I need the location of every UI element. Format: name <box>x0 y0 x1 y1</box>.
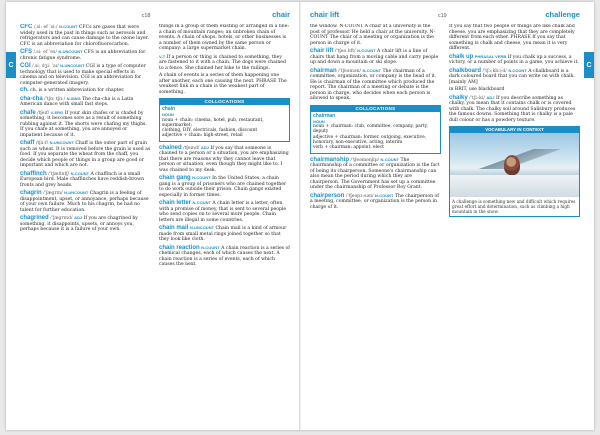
dictionary-entry <box>159 73 290 95</box>
left-page <box>6 2 300 430</box>
right-running-head <box>310 10 580 20</box>
collocation-line: clothing, DIY, electricals, fashion, discount <box>162 128 258 134</box>
letter-tab-right: C <box>584 52 594 78</box>
dictionary-entry <box>20 110 151 139</box>
dictionary-entry <box>20 171 151 189</box>
entry-definition: In the United States, a chain gang is a group of prisoners who are chained together to do work outside their prison. Chain gangs existed especially in former times. <box>159 176 287 198</box>
dictionary-entry <box>449 95 580 124</box>
entry-headword: chaffinch <box>20 170 47 177</box>
dictionary-entry <box>20 63 151 86</box>
entry-headword: cha-cha <box>20 95 43 102</box>
dictionary-entry <box>449 54 580 66</box>
dictionary-entry <box>20 215 151 233</box>
vocab-box-caption: A challenge is something new and difficult which requires great effort and determination, such as climbing a high mountain in the snow. <box>452 199 576 214</box>
entry-part-of-speech: ADJ <box>200 144 209 150</box>
collocations-headword: chain <box>162 106 176 112</box>
entry-definition: CFCs are gases that were widely used in the past in things such as aerosols and refrigerators and can cause damage to the ozone layer. CFC is an abbreviation for chlorofluorocarbon. <box>20 25 149 47</box>
entry-definition: The cha-cha is a Latin American dance with small fast steps. <box>20 96 134 107</box>
entry-headword: ch. <box>20 87 29 93</box>
entry-part-of-speech: N-COUNT <box>201 244 220 250</box>
entry-pronunciation: /ˈtʃeəmən/ <box>338 68 362 74</box>
dictionary-entry <box>449 24 580 52</box>
dictionary-entry <box>159 225 290 243</box>
entry-part-of-speech: N-COUNT <box>70 170 90 176</box>
entry-pronunciation: /tʃeɪf/ <box>37 110 50 116</box>
entry-headword: chair lift <box>310 48 334 54</box>
entry-headword: chalky <box>449 94 468 101</box>
entry-part-of-speech: N-COUNT <box>192 175 211 181</box>
entry-definition: Chaff is the outer part of grain such as wheat. It is removed before the grain is used as food. If you separate the wheat from the chaff, you decide which people or things in a group are good or important and which are not. <box>20 141 151 168</box>
entry-pronunciation: /ˈʃæɡrɪnd/ <box>50 216 73 221</box>
right-page <box>300 2 594 430</box>
entry-pronunciation: /ˈʃæɡrɪn/ <box>43 191 63 196</box>
collocations-box-chain <box>159 98 290 142</box>
entry-pronunciation: /tʃɑːf/ <box>35 141 49 146</box>
entry-pronunciation: /ˈtʃæfɪntʃ/ <box>48 171 70 177</box>
entry-definition: If your skin chafes or is chafed by something, it becomes sore as a result of something rubbing against it. The shorts were chafing my thighs. If you chafe at something, you are annoyed or impatient because of it. <box>20 110 147 138</box>
entry-pronunciation: /ˈtʃɔːki/ <box>469 95 485 101</box>
collocation-line: honorary, non-executive, acting, interim <box>313 139 403 145</box>
entry-definition: the window. N-COUNT A chair at a university is the post of professor. He held a chair at the university. N-COUNT The chair of a meeting or organization is the person in charge of it. <box>310 24 436 46</box>
dictionary-entry <box>449 87 580 93</box>
dictionary-entry <box>20 140 151 169</box>
right-column-2 <box>449 24 580 424</box>
dictionary-entry <box>20 96 151 108</box>
dictionary-entry <box>310 68 441 102</box>
entry-headword: chagrin <box>20 190 42 196</box>
entry-pronunciation: /ˈtʃɑː tʃɑː/ <box>44 96 66 102</box>
entry-definition: things in a group of them existing or arranged in a line: a chain of mountain ranges; an unbroken chain of events. A chain of shops, hotels, or other businesses is a number of them owned by the same person or company: a large supermarket chain. <box>159 24 289 51</box>
entry-pronunciation: /ˌsiː dʒiː ˈaɪ/ <box>32 64 59 69</box>
entry-headword: chagrined <box>20 215 49 221</box>
entry-part-of-speech: N-UNCOUNT <box>58 49 83 54</box>
entry-headword: chain gang <box>159 175 191 182</box>
dictionary-entry <box>159 24 290 52</box>
entry-part-of-speech: N-COUNT <box>357 48 376 53</box>
collocations-headword: chairman <box>313 112 336 119</box>
entry-headword: chalk up <box>449 53 474 60</box>
entry-part-of-speech: N-UNCOUNT <box>60 63 85 68</box>
entry-definition: ch. is a written abbreviation for chapter. <box>30 88 125 93</box>
entry-pronunciation: /tʃeɪnd/ <box>183 145 200 151</box>
dictionary-entry <box>310 193 441 211</box>
entry-pronunciation: /ˈtʃeəpɜːsən/ <box>345 193 374 199</box>
entry-headword: chained <box>159 144 182 151</box>
right-guide-word-left: chair lift <box>310 10 340 19</box>
entry-pronunciation: /ˈtʃeəmənʃɪp/ <box>350 157 380 163</box>
entry-pronunciation: /ˌsiː ef ˈes/ <box>33 50 57 55</box>
dictionary-entry <box>310 24 441 46</box>
entry-definition: If you say that someone is chained to a person or a situation, you are emphasizing that there are reasons why they cannot leave that person or situation, even though they might like to. I was chained to my desk. <box>159 145 289 173</box>
entry-definition: in BRIT, use blackboard <box>449 87 505 92</box>
dictionary-entry <box>310 48 441 66</box>
dictionary-entry <box>449 68 580 86</box>
entry-definition: The chairman of a committee, organization, or company is the head of it. He is chairman of the committee which produced the report. The chairman of a meeting or debate is the person in charge, who decides when each person is allowed to speak. <box>310 68 437 101</box>
entry-definition: The chairmanship of a committee or organization is the fact of being its chairperson. Someone's chairmanship can also mean the period during which they are chairperson. The Government has set up a committee under the chairmanship of Professor Roy Grant. <box>310 157 440 191</box>
mountain-climber-photo <box>450 133 579 197</box>
entry-definition: A chain reaction is a series of chemical changes, each of which causes the next. A chain reaction is a series of events, each of which causes the next. <box>159 245 290 268</box>
entry-definition: A chalkboard is a dark coloured board that you can write on with chalk. [mainly AM] <box>449 68 575 85</box>
dictionary-entry <box>159 245 290 268</box>
entry-headword: chain reaction <box>159 244 200 251</box>
entry-part-of-speech: N-COUNT <box>380 156 399 162</box>
entry-headword: chairperson <box>310 192 345 199</box>
letter-tab-left: C <box>6 52 16 78</box>
entry-part-of-speech: N-COUNT <box>508 67 527 73</box>
vocab-box-title: VOCABULARY IN CONTEXT <box>450 127 579 133</box>
dictionary-spread <box>6 2 594 430</box>
entry-definition: The chairperson of a meeting, committee, or organization is the person in charge of it. <box>310 193 439 210</box>
entry-definition: If you describe something as chalky, you mean that it contains chalk or is covered with chalk. The chalky soil around Salisbury produces the famous downs. Something that is chalky is a pale dull colour or has a powdery texture. <box>449 95 576 123</box>
entry-part-of-speech: V-ERG <box>50 109 64 115</box>
entry-headword: chafe <box>20 109 36 116</box>
left-guide-word: chair <box>272 10 290 19</box>
collocation-line: noun + chain: cinema, hotel, pub, restaurant, supermarket; <box>162 117 264 128</box>
collocation-line: adjective + chain: high-street, retail <box>162 133 243 139</box>
entry-headword: chairman <box>310 67 337 74</box>
dictionary-entry <box>159 145 290 174</box>
entry-headword: chain mail <box>159 225 189 232</box>
dictionary-entry <box>20 24 151 47</box>
entry-part-of-speech: N-COUNT <box>375 192 394 198</box>
collocations-pos: NOUN <box>162 112 174 118</box>
collocations-box-chairman <box>310 105 441 154</box>
entry-headword: CGI <box>20 63 31 69</box>
dictionary-entry <box>159 54 290 72</box>
entry-part-of-speech: N-UNCOUNT <box>64 190 89 195</box>
collocations-pos: NOUN <box>313 118 325 124</box>
entry-definition: Chagrin is a feeling of disappointment, upset, or annoyance, perhaps because of your own failure. Much to his chagrin, he had no talent for further education. <box>20 191 149 213</box>
entry-part-of-speech: N-COUNT <box>59 24 78 29</box>
dictionary-entry <box>310 157 441 191</box>
entry-definition: If you are chagrined by something, it disappoints, upsets, or annoys you, perhaps because it is a failure of your own. <box>20 216 138 232</box>
entry-definition: A chaffinch is a small European bird. Male chaffinches have reddish-brown fronts and grey heads. <box>20 171 145 188</box>
entry-headword: chalkboard <box>449 67 482 74</box>
entry-part-of-speech: V-T <box>159 53 166 59</box>
entry-part-of-speech: N-UNCOUNT <box>49 140 74 145</box>
entry-definition: If a person or thing is chained to something, they are fastened to it with a chain. The dogs were chained to a fence. She chained her bike to the railings. <box>159 54 286 71</box>
left-column-2 <box>159 24 290 424</box>
climber-figure <box>504 155 520 175</box>
right-column-1 <box>310 24 441 424</box>
entry-headword: chairmanship <box>310 156 350 163</box>
right-guide-word-right: challenge <box>545 10 580 19</box>
collocation-line: verb + chairman: appoint, elect <box>313 145 384 151</box>
entry-part-of-speech: N-COUNT <box>192 200 211 206</box>
left-page-number: c18 <box>141 13 151 19</box>
entry-definition: A chair lift is a line of chairs that hang from a moving cable and carry people up and down a mountain or ski slope. <box>310 49 439 65</box>
entry-definition: Chain mail is a kind of armour made from small metal rings joined together so that they look like cloth. <box>159 226 287 243</box>
collocations-title: COLLOCATIONS <box>311 106 440 112</box>
dictionary-entry <box>20 190 151 213</box>
entry-pronunciation: /ˌsiː ef ˈsiː/ <box>33 25 58 30</box>
entry-definition: CFS is an abbreviation for chronic fatigue syndrome. <box>20 50 146 61</box>
left-running-head <box>20 10 290 20</box>
dictionary-entry <box>159 200 290 223</box>
collocation-line: noun + chairman: club, committee, company, party, deputy <box>313 124 428 135</box>
collocations-title: COLLOCATIONS <box>160 99 289 105</box>
dictionary-entry <box>20 49 151 61</box>
collocation-line: adjective + chairman: former, outgoing, executive, <box>313 134 427 140</box>
entry-definition: A chain of events is a series of them happening one after another, each one causing the next. PHRASE The weakest link in a chain is the weakest part of something. <box>159 73 287 95</box>
dictionary-entry <box>159 175 290 198</box>
entry-headword: chaff <box>20 140 35 146</box>
entry-definition: If you chalk up a success, a victory, or a number of points in a game, you achieve it. <box>449 54 579 65</box>
entry-part-of-speech: ADJ <box>74 215 83 220</box>
right-page-number: c19 <box>437 13 447 19</box>
entry-pronunciation: /ˈtʃeə lɪft/ <box>334 49 356 54</box>
entry-part-of-speech: N-UNCOUNT <box>189 225 215 231</box>
entry-headword: CFC <box>20 24 33 30</box>
entry-part-of-speech: PHRASAL VERB <box>474 53 507 59</box>
entry-definition: If you say that two people or things are like chalk and cheese, you are emphasizing that they are completely different from each other. PHRASE If you say that something is chalk and cheese, you mean it is very different. <box>449 24 575 51</box>
entry-part-of-speech: ADJ <box>486 94 495 100</box>
entry-pronunciation: /ˈtʃɔːkbɔːd/ <box>482 68 507 74</box>
entry-part-of-speech: N-COUNT <box>362 67 381 73</box>
left-column-1 <box>20 24 151 424</box>
vocabulary-in-context-box <box>449 126 580 217</box>
entry-definition: CGI is a type of computer technology that is used to make special effects in cinema and on television. CGI is an abbreviation for computer-generated imagery. <box>20 64 146 86</box>
entry-part-of-speech: N-SING <box>66 95 81 101</box>
entry-headword: CFS <box>20 49 32 55</box>
dictionary-entry <box>20 88 151 94</box>
entry-headword: chain letter <box>159 200 192 207</box>
entry-definition: A chain letter is a letter, often with a promise of money, that is sent to several people who send copies on to several more people. Chain letters are illegal in some countries. <box>159 201 287 223</box>
